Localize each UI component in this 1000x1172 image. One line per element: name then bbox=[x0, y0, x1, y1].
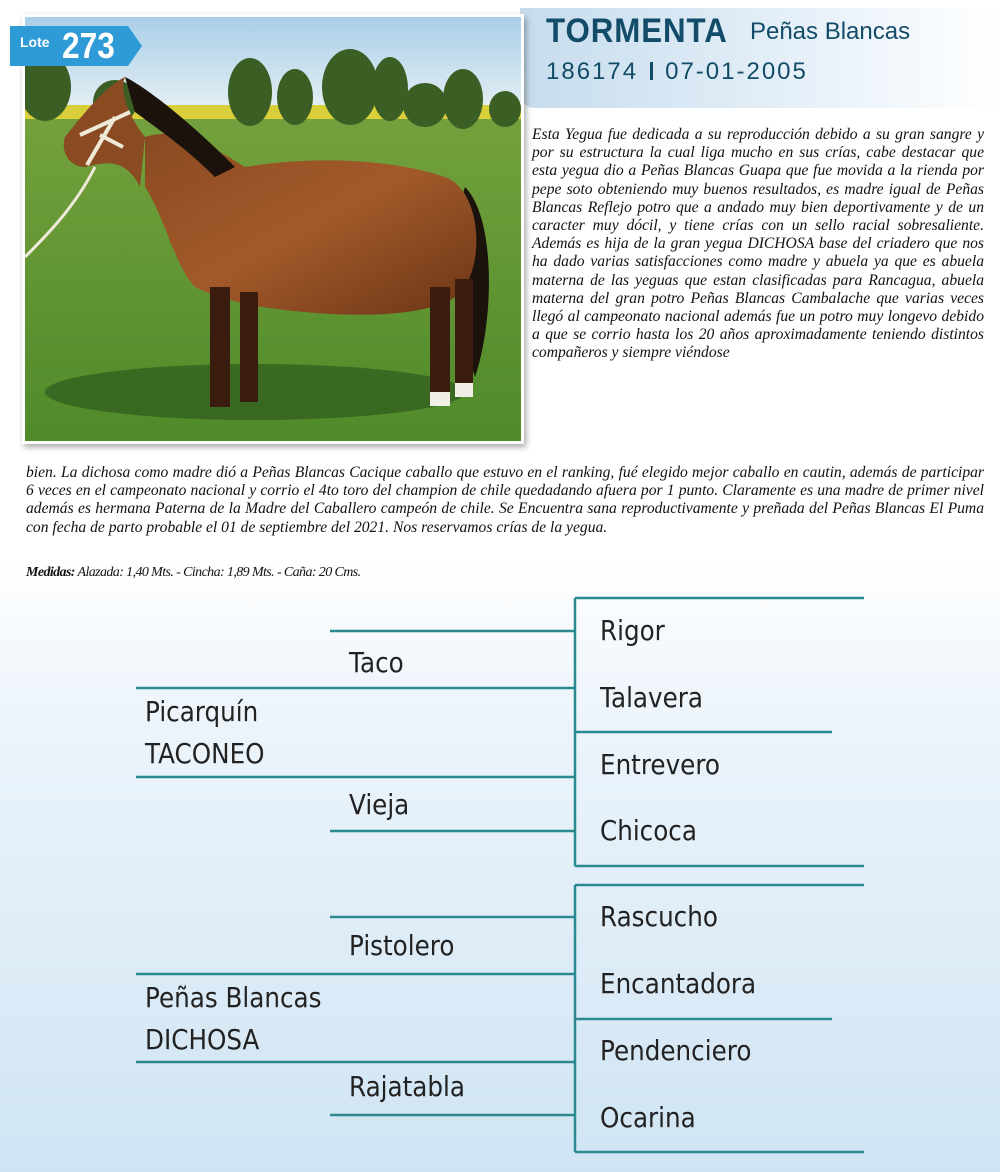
measurements-label: Medidas: bbox=[26, 565, 75, 580]
lot-label: Lote bbox=[20, 34, 50, 50]
description-full-width: bien. La dichosa como madre dió a Peñas Blancas Cacique caballo que estuvo en el ranking, fué elegido mejor caballo en cautin, además de participar 6 veces en el campeonato nacional y corrio el 4to toro del champion de chile quedadando afuera por 1 punto. Claramente es una madre de primer nivel además es hermana Paterna de la Madre del Caballero campeón de chile. Se Encuentra sana reproductivamente y preñada del Peñas Blancas El Puma con fecha de parto probable el 01 de septiembre del 2021. Nos reservamos crías de la yegua. bbox=[26, 464, 984, 536]
lot-number: 273 bbox=[62, 25, 115, 66]
registration-number: 186174 bbox=[546, 58, 639, 85]
great-grandparent-4: Chicoca bbox=[600, 814, 697, 847]
paternal-granddam: Vieja bbox=[349, 788, 410, 821]
great-grandparent-5: Rascucho bbox=[600, 900, 718, 933]
sire-name-line1: Picarquín bbox=[145, 695, 259, 728]
sire-name-line2: TACONEO bbox=[145, 737, 265, 770]
great-grandparent-6: Encantadora bbox=[600, 967, 757, 1000]
dam-name-line2: DICHOSA bbox=[145, 1023, 260, 1056]
maternal-granddam: Rajatabla bbox=[349, 1070, 465, 1103]
description-column: Esta Yegua fue dedicada a su reproducción debido a su gran sangre y por su estructura la cual liga mucho en sus crías, cabe destacar que esta yegua dio a Peñas Blancas Guapa que fue movida a la rienda por pepe soto obteniendo muy buenos resultados, es madre igual de Peñas Blancas Reflejo potro que a andado muy bien deportivamente y de un caracter muy dócil, y tiene crías con un sello racial sobresaliente. Además es hija de la gran yegua DICHOSA base del criadero que nos ha dado varias satisfacciones como madre y abuela ya que es abuela materna de las yeguas que estan clasificadas para Rancagua, abuela materna del gran potro Peñas Blancas Cambalache que varias veces llegó al campeonato nacional además fue un potro muy longevo debido a que se corrio hasta los 20 años aproximadamente teniendo distintos compañeros y siempre viéndose bbox=[532, 126, 984, 362]
great-grandparent-8: Ocarina bbox=[600, 1101, 696, 1134]
birth-date: 07-01-2005 bbox=[665, 58, 808, 85]
dam-name-line1: Peñas Blancas bbox=[145, 981, 322, 1014]
great-grandparent-7: Pendenciero bbox=[600, 1034, 752, 1067]
paternal-grandsire: Taco bbox=[349, 646, 404, 679]
maternal-grandsire: Pistolero bbox=[349, 929, 455, 962]
horse-name: TORMENTA bbox=[546, 12, 728, 50]
great-grandparent-2: Talavera bbox=[600, 681, 703, 714]
great-grandparent-3: Entrevero bbox=[600, 748, 721, 781]
breeder-name: Peñas Blancas bbox=[749, 18, 911, 45]
measurements-text: Alazada: 1,40 Mts. - Cincha: 1,89 Mts. - Caña: 20 Cms. bbox=[74, 565, 361, 580]
great-grandparent-1: Rigor bbox=[600, 614, 665, 647]
